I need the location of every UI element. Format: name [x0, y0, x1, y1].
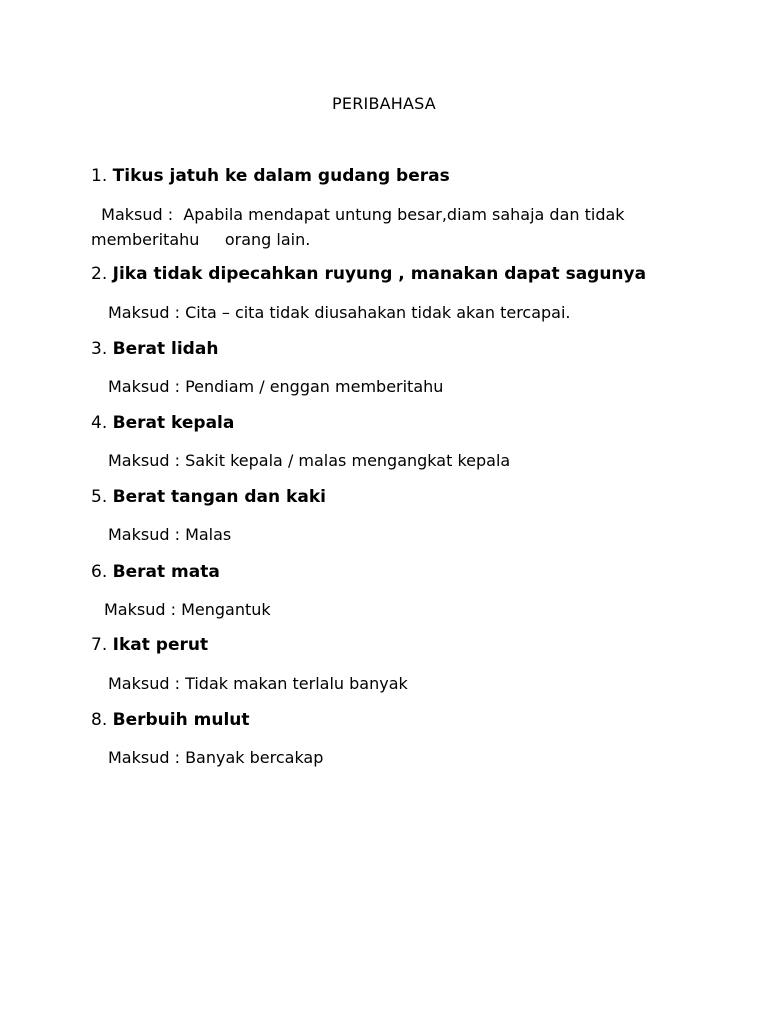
proverb-heading-7 — [91, 635, 208, 655]
proverb-phrase: Berat mata — [112, 562, 220, 582]
proverb-number: 1. — [91, 166, 108, 186]
proverb-phrase: Ikat perut — [112, 635, 209, 655]
proverb-heading-1 — [91, 166, 450, 186]
proverb-phrase: Berbuih mulut — [112, 710, 250, 730]
document-title: PERIBAHASA — [332, 94, 436, 113]
proverb-meaning-4: Maksud : Sakit kepala / malas mengangkat kepala — [108, 451, 511, 470]
proverb-phrase: Jika tidak dipecahkan ruyung , manakan dapat sagunya — [112, 264, 647, 284]
proverb-number: 6. — [91, 562, 108, 582]
proverb-number: 2. — [91, 264, 108, 284]
proverb-number: 8. — [91, 710, 108, 730]
proverb-number: 7. — [91, 635, 108, 655]
proverb-meaning-5: Maksud : Malas — [108, 525, 232, 544]
proverb-number: 4. — [91, 413, 108, 433]
proverb-meaning-2: Maksud : Cita – cita tidak diusahakan tidak akan tercapai. — [108, 303, 571, 322]
proverb-meaning-3: Maksud : Pendiam / enggan memberitahu — [108, 377, 444, 396]
proverb-heading-6 — [91, 562, 220, 582]
proverb-phrase: Tikus jatuh ke dalam gudang beras — [112, 166, 450, 186]
proverb-heading-8 — [91, 710, 250, 730]
proverb-meaning-6: Maksud : Mengantuk — [104, 600, 271, 619]
proverb-number: 3. — [91, 339, 108, 359]
meaning-line: memberitahu orang lain. — [91, 230, 311, 249]
proverb-heading-5 — [91, 487, 326, 507]
proverb-heading-4 — [91, 413, 234, 433]
proverb-heading-2 — [91, 264, 646, 284]
proverb-meaning-8: Maksud : Banyak bercakap — [108, 748, 324, 767]
proverb-heading-3 — [91, 339, 218, 359]
proverb-phrase: Berat tangan dan kaki — [112, 487, 326, 507]
proverb-meaning-1 — [91, 202, 691, 252]
meaning-line: Maksud : Apabila mendapat untung besar,diam sahaja dan tidak — [91, 205, 625, 224]
proverb-meaning-7: Maksud : Tidak makan terlalu banyak — [108, 674, 408, 693]
proverb-number: 5. — [91, 487, 108, 507]
proverb-phrase: Berat kepala — [112, 413, 235, 433]
proverb-phrase: Berat lidah — [112, 339, 219, 359]
